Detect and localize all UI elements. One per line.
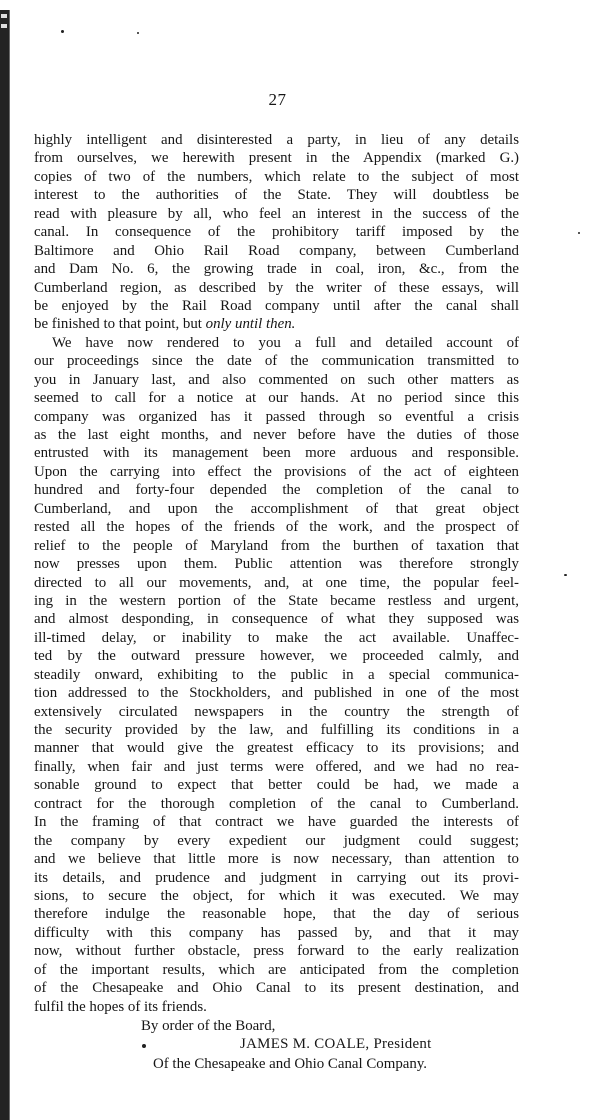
text-line: Cumberland region, as described by the writer of these essays, will (34, 279, 519, 296)
text-line: extensively circulated newspapers in the country the strength of (34, 703, 519, 720)
signature-name-line (240, 1036, 432, 1053)
text-line: the company by every expedient our judgment could suggest; (34, 832, 519, 849)
text-line: be enjoyed by the Rail Road company until after the canal shall (34, 297, 519, 314)
signature-title: President (373, 1036, 432, 1052)
text-line: fulfil the hopes of its friends. (34, 998, 207, 1015)
text-line: the security provided by the law, and fulfilling its conditions in a (34, 722, 519, 738)
text-line: rested all the hopes of the friends of the work, and the prospect of (34, 519, 519, 536)
text-line: now, without further obstacle, press forward to the early realization (34, 943, 519, 960)
text-line: directed to all our movements, and, at one time, the popular feel- (34, 574, 519, 591)
text-line: and Dam No. 6, the growing trade in coal, iron, &c., from the (34, 261, 519, 278)
text-line: of the important results, which are anticipated from the completion (34, 961, 519, 978)
text-line: hundred and forty-four depended the completion of the canal to (34, 482, 519, 499)
body-text (34, 131, 519, 1016)
text-line: steadily onward, exhibiting to the public in a special communica- (34, 666, 519, 683)
text-line: relief to the people of Maryland from the burthen of taxation that (34, 537, 519, 554)
text-line: sonable ground to expect that better could be had, we made a (34, 777, 519, 794)
text-line: tion addressed to the Stockholders, and published in one of the most (34, 685, 519, 702)
text-line: copies of two of the numbers, which relate to the subject of most (34, 168, 519, 185)
scan-speck (61, 30, 64, 33)
text-line: entrusted with its management been more arduous and responsible. (34, 445, 519, 462)
text-line: Cumberland, and upon the accomplishment of that great object (34, 500, 519, 517)
page-number: 27 (268, 90, 287, 109)
text-line: difficulty with this company has passed by, and that it may (34, 924, 519, 941)
text-line: contract for the thorough completion of the canal to Cumberland. (34, 795, 519, 812)
signature-by-order: By order of the Board, (141, 1018, 276, 1034)
text-line: and almost desponding, in consequence of what they supposed was (34, 611, 519, 628)
text-line: canal. In consequence of the prohibitory tariff imposed by the (34, 224, 519, 241)
scan-speck (564, 574, 567, 576)
text-line: In the framing of that contract we have guarded the interests of (34, 814, 519, 831)
text-line (34, 315, 519, 333)
text-line: sions, to secure the object, for which it was executed. We may (34, 887, 519, 904)
scan-speck (137, 32, 139, 34)
text-line: interest to the authorities of the State. They will doubtless be (34, 187, 519, 204)
text-line: of the Chesapeake and Ohio Canal to its present destination, and (34, 980, 519, 997)
text-line: its details, and prudence and judgment in carrying out its provi- (34, 869, 519, 886)
paragraph-continued (34, 131, 519, 334)
scan-speck (142, 1044, 146, 1048)
text-line: We have now rendered to you a full and detailed account of (52, 334, 519, 351)
signature-organization: Of the Chesapeake and Ohio Canal Company. (153, 1056, 428, 1072)
scan-speck (578, 232, 580, 234)
text-line: read with pleasure by all, who feel an interest in the success of the (34, 205, 519, 222)
text-line: ted by the outward pressure however, we proceeded calmly, and (34, 648, 519, 665)
text-line: finally, when fair and just terms were offered, and we had no rea- (34, 758, 519, 775)
scan-edge-binding (0, 10, 10, 1120)
text-line-prefix: be finished to that point, but (34, 316, 206, 333)
text-line: manner that would give the greatest efficacy to its provisions; and (34, 740, 519, 757)
text-line: therefore indulge the reasonable hope, that the day of serious (34, 906, 519, 923)
text-line: highly intelligent and disinterested a party, in lieu of any details (34, 132, 519, 148)
paragraph-proceedings (34, 334, 519, 1016)
text-line: as the last eight months, and never before have the duties of those (34, 427, 519, 443)
text-line: ill-timed delay, or inability to make the act available. Unaffec- (34, 629, 519, 646)
text-line: you in January last, and also commented on such other matters as (34, 371, 519, 388)
text-line: our proceedings since the date of the communication transmitted to (34, 353, 519, 370)
signature-name: JAMES M. COALE, (240, 1036, 370, 1052)
italic-emphasis: only until then. (205, 316, 296, 333)
text-line: company was organized has it passed through so eventful a crisis (34, 408, 519, 425)
text-line: seemed to call for a notice at our hands. At no period since this (34, 390, 519, 407)
text-line: ing in the western portion of the State became restless and urgent, (34, 592, 519, 609)
text-line: Upon the carrying into effect the provisions of the act of eighteen (34, 463, 519, 480)
text-line: Baltimore and Ohio Rail Road company, between Cumberland (34, 242, 519, 259)
text-line: and we believe that little more is now necessary, than attention to (34, 851, 519, 868)
text-line: from ourselves, we herewith present in the Appendix (marked G.) (34, 150, 519, 167)
text-line: now presses upon them. Public attention was therefore strongly (34, 556, 519, 573)
